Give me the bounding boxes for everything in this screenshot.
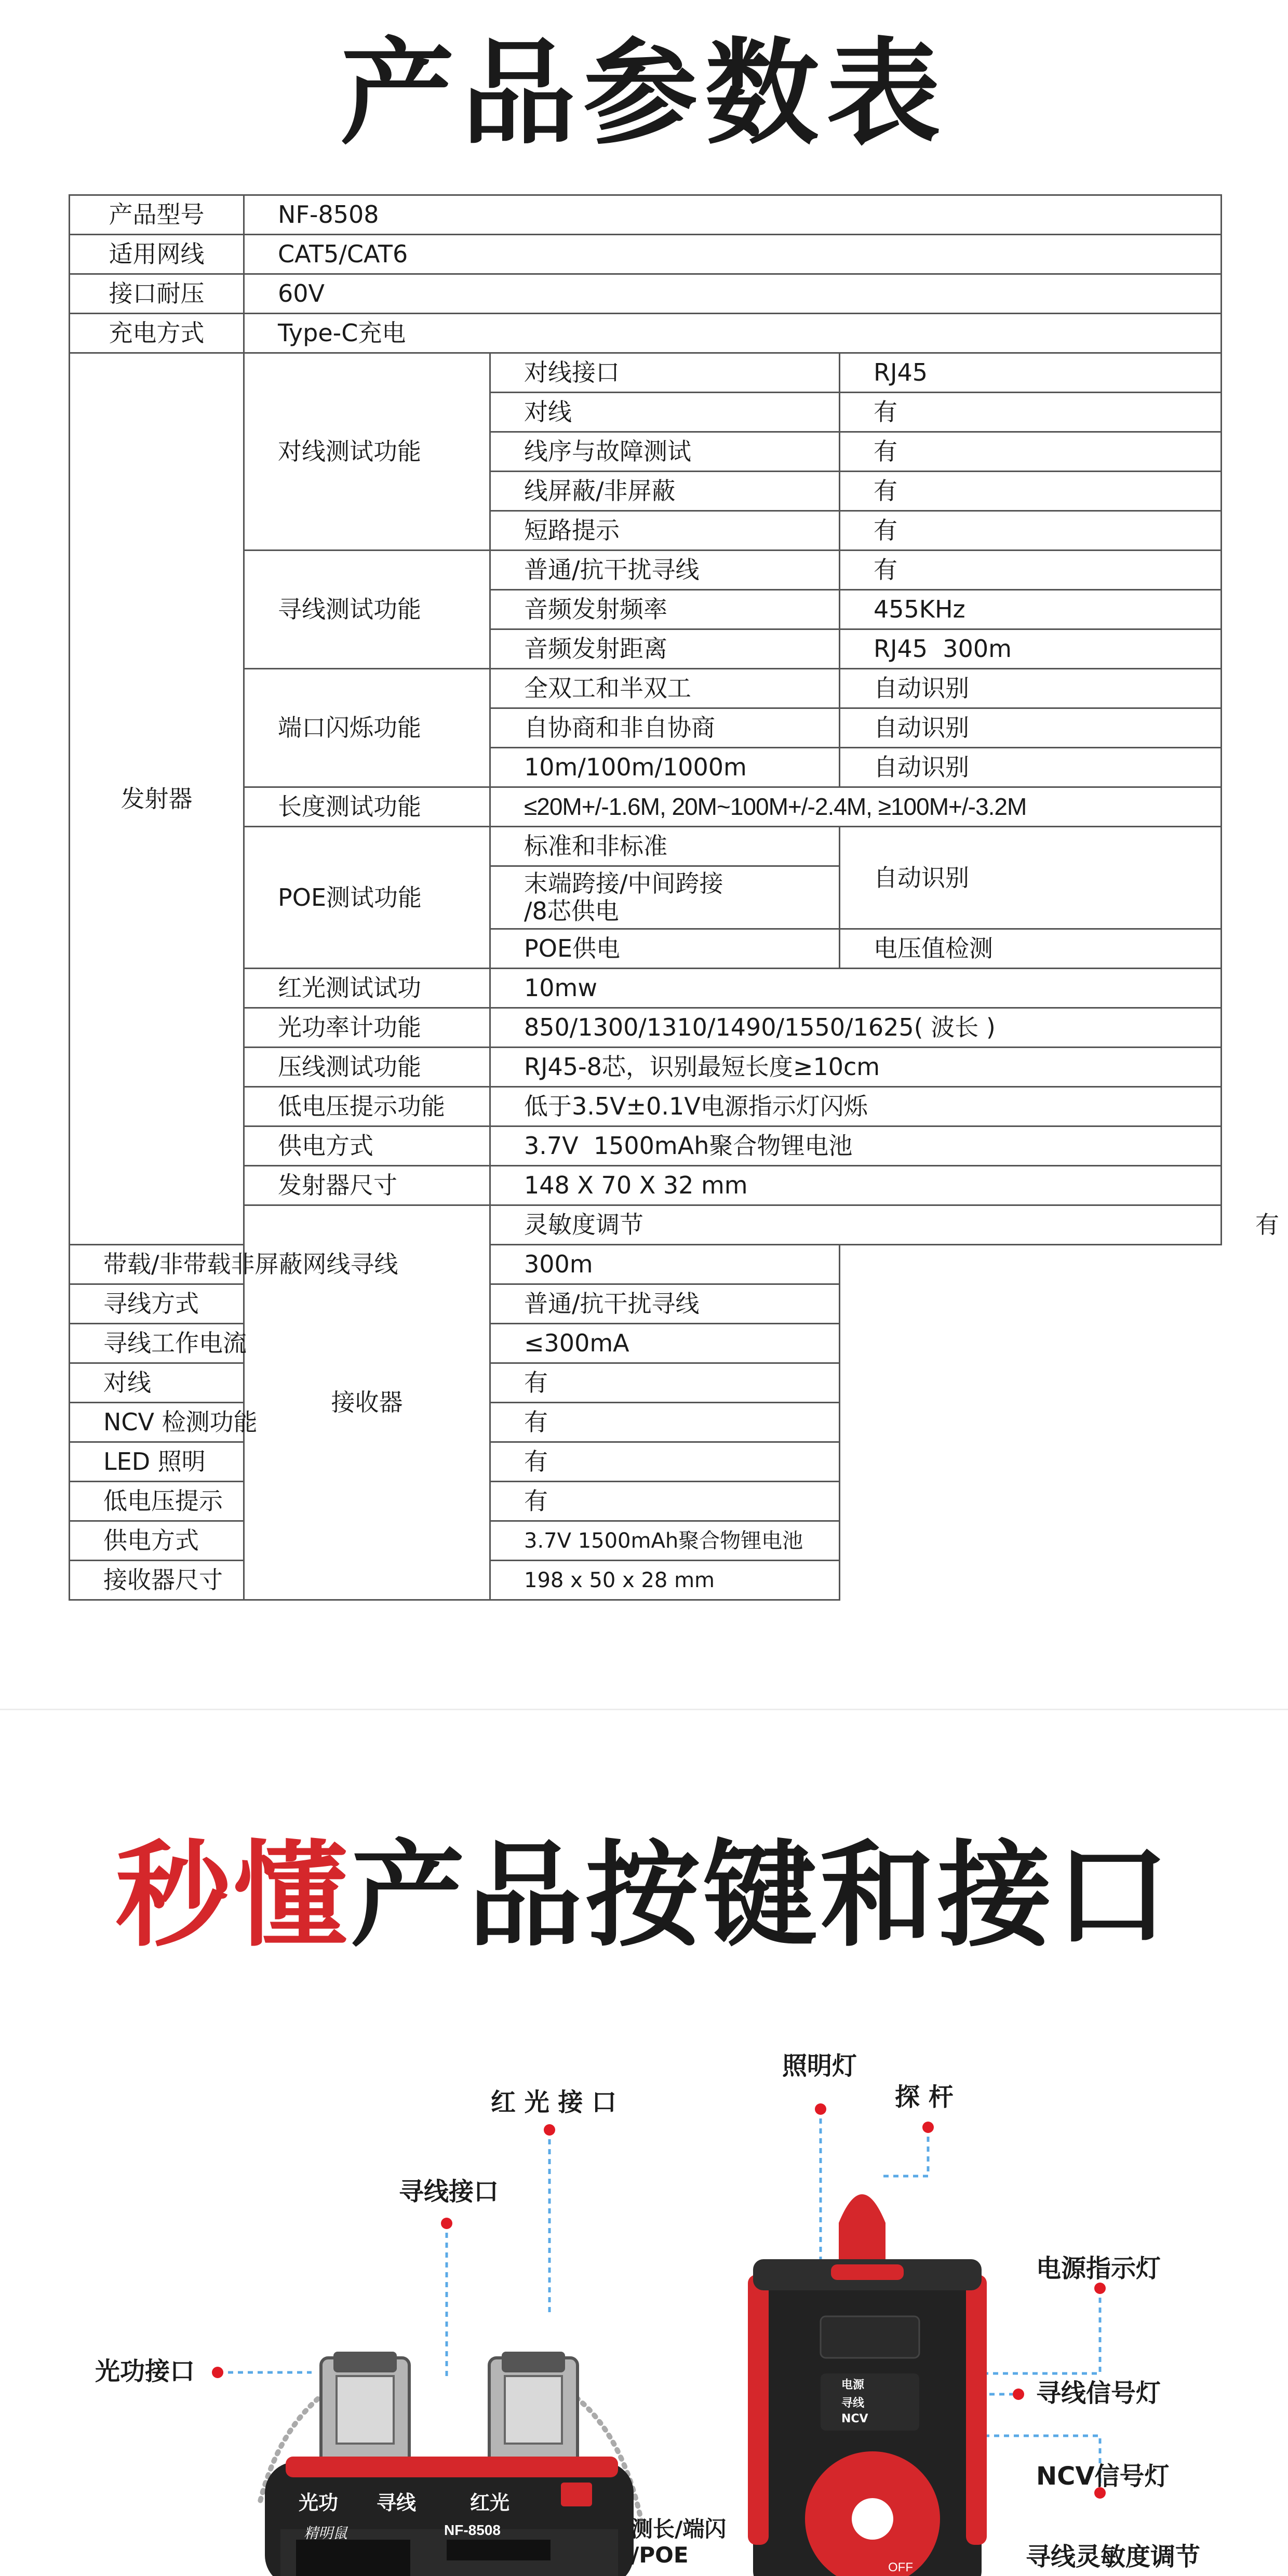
label-trace-port: 寻线接口	[399, 2177, 499, 2206]
button-label-trace: 寻线	[377, 2491, 417, 2514]
spec-item: 10m/100m/1000m	[490, 748, 840, 787]
spec-name: 低电压提示功能	[244, 1087, 490, 1126]
spec-value: 300m	[490, 1245, 840, 1284]
group-trace-test: 寻线测试功能	[244, 551, 490, 669]
spec-item: 音频发射频率	[490, 590, 840, 629]
table-row	[70, 1363, 1222, 1403]
spec-item: 全双工和半双工	[490, 669, 840, 708]
spec-name: 适用网线	[70, 235, 244, 274]
spec-name: 灵敏度调节	[490, 1205, 1222, 1245]
model-label: NF-8508	[444, 2522, 501, 2538]
spec-value: 电压值检测	[840, 929, 1222, 969]
spec-name: 带载/非带载非屏蔽网线寻线	[70, 1245, 490, 1284]
dot-red-light	[544, 2124, 555, 2136]
receiver-illustration	[732, 2140, 1002, 2576]
table-row: 接收器 灵敏度调节 有	[70, 1205, 1222, 1245]
brand-label: 精明鼠	[304, 2525, 348, 2542]
spec-name: 供电方式	[244, 1126, 490, 1166]
receiver-label: 接收器	[244, 1205, 490, 1600]
spec-item: 标准和非标准	[490, 827, 840, 866]
product-diagram	[0, 2025, 1288, 2576]
label-sensitivity: 寻线灵敏度调节	[1026, 2542, 1201, 2571]
spec-value: Type-C充电	[244, 314, 1222, 353]
label-trace-signal-led: 寻线信号灯	[1036, 2379, 1161, 2408]
spec-value: 198 x 50 x 28 mm	[490, 1561, 840, 1600]
spec-value: ≤20M+/-1.6M, 20M~100M+/-2.4M, ≥100M+/-3.2M	[490, 787, 1222, 827]
label-red-light-port: 红 光 接 口	[491, 2088, 617, 2117]
spec-value: 850/1300/1310/1490/1550/1625( 波长 )	[490, 1008, 1222, 1048]
table-row	[70, 1521, 1222, 1561]
spec-name: 压线测试功能	[244, 1048, 490, 1087]
spec-value: 3.7V 1500mAh聚合物锂电池	[490, 1521, 840, 1561]
spec-value: 有	[490, 1363, 840, 1403]
spec-value: 有	[490, 1442, 840, 1482]
spec-value: 60V	[244, 274, 1222, 314]
spec-value: 455KHz	[840, 590, 1222, 629]
spec-name: 接收器尺寸	[70, 1561, 490, 1600]
table-row	[70, 1561, 1222, 1600]
spec-item: 音频发射距离	[490, 629, 840, 669]
table-row	[70, 1284, 1222, 1324]
spec-item	[490, 866, 840, 929]
dot-power	[1094, 2283, 1106, 2294]
indicator-trace-label: 寻线	[841, 2397, 865, 2410]
spec-value: 148 X 70 X 32 mm	[490, 1166, 1222, 1205]
spec-value: 有	[840, 472, 1222, 511]
group-wire-test: 对线测试功能	[244, 353, 490, 551]
spec-value: 自动识别	[840, 669, 1222, 708]
label-test-flash-poe-1: 测长/端闪	[631, 2516, 727, 2542]
spec-name: 供电方式	[70, 1521, 490, 1561]
spec-item: 线序与故障测试	[490, 432, 840, 472]
spec-value: ≤300mA	[490, 1324, 840, 1363]
spec-name: 光功率计功能	[244, 1008, 490, 1048]
dot-probe	[922, 2122, 934, 2133]
spec-value: RJ45	[840, 353, 1222, 393]
spec-name: NCV 检测功能	[70, 1403, 490, 1442]
knob-label: OFF	[888, 2560, 913, 2574]
dot-light	[815, 2103, 826, 2115]
label-ncv-led: NCV信号灯	[1036, 2462, 1170, 2491]
table-row	[70, 1482, 1222, 1521]
spec-name: 产品型号	[70, 195, 244, 235]
section-divider	[0, 1709, 1288, 1710]
spec-value: RJ45 300m	[840, 629, 1222, 669]
button-label-optical: 光功	[299, 2491, 339, 2514]
dot-trace-port	[441, 2218, 452, 2229]
spec-value: 有	[840, 432, 1222, 472]
group-port-flash: 端口闪烁功能	[244, 669, 490, 787]
indicator-power-label: 电源	[841, 2379, 865, 2392]
spec-table	[69, 194, 1279, 1601]
transmitter-device	[249, 2285, 649, 2576]
section-title-highlight: 秒懂	[115, 1829, 351, 1962]
spec-value: 有	[490, 1482, 840, 1521]
table-row	[70, 1245, 1222, 1284]
spec-name: 低电压提示	[70, 1482, 490, 1521]
label-test-flash-poe-2: /POE	[631, 2542, 689, 2568]
spec-name: 红光测试试功	[244, 969, 490, 1008]
section-title	[0, 1829, 1288, 1962]
spec-name: 发射器尺寸	[244, 1166, 490, 1205]
spec-name: 对线	[70, 1363, 490, 1403]
spec-value: NF-8508	[244, 195, 1222, 235]
table-row	[70, 353, 1222, 393]
spec-value: 自动识别	[840, 748, 1222, 787]
group-length-test: 长度测试功能	[244, 787, 490, 827]
spec-value: RJ45-8芯，识别最短长度≥10cm	[490, 1048, 1222, 1087]
spec-value: 自动识别	[840, 827, 1222, 929]
spec-value: 低于3.5V±0.1V电源指示灯闪烁	[490, 1087, 1222, 1126]
spec-name: 充电方式	[70, 314, 244, 353]
spec-item: 线屏蔽/非屏蔽	[490, 472, 840, 511]
spec-item: 短路提示	[490, 511, 840, 551]
spec-name: 寻线方式	[70, 1284, 490, 1324]
receiver-device	[732, 2140, 1002, 2576]
spec-name: LED 照明	[70, 1442, 490, 1482]
table-row	[70, 195, 1222, 235]
spec-value: 3.7V 1500mAh聚合物锂电池	[490, 1126, 1222, 1166]
group-poe-test: POE测试功能	[244, 827, 490, 969]
label-probe: 探 杆	[895, 2083, 954, 2112]
label-light: 照明灯	[782, 2051, 857, 2081]
label-power-led: 电源指示灯	[1036, 2254, 1161, 2283]
table-row	[70, 1324, 1222, 1363]
dot-trace-signal	[1013, 2389, 1024, 2400]
spec-value: 普通/抗干扰寻线	[490, 1284, 840, 1324]
button-label-red-light: 红光	[470, 2491, 510, 2514]
table-row	[70, 314, 1222, 353]
spec-item: 对线	[490, 393, 840, 432]
spec-item-line: /8芯供电	[524, 897, 619, 925]
spec-item: POE供电	[490, 929, 840, 969]
spec-value: CAT5/CAT6	[244, 235, 1222, 274]
spec-item: 对线接口	[490, 353, 840, 393]
spec-name: 寻线工作电流	[70, 1324, 490, 1363]
spec-value: 有	[840, 551, 1222, 590]
spec-value: 有	[490, 1403, 840, 1442]
spec-value: 自动识别	[840, 708, 1222, 748]
spec-item: 自协商和非自协商	[490, 708, 840, 748]
table-row	[70, 1442, 1222, 1482]
transmitter-label: 发射器	[70, 353, 244, 1245]
dot-optical	[212, 2367, 223, 2378]
spec-item-line: 末端跨接/中间跨接	[524, 869, 723, 898]
page-title: 产品参数表	[340, 27, 948, 160]
spec-value: 有	[840, 393, 1222, 432]
label-optical-port: 光功接口	[95, 2357, 195, 2386]
table-row	[70, 1403, 1222, 1442]
section-title-rest: 产品按键和接口	[351, 1829, 1173, 1962]
table-row	[70, 274, 1222, 314]
spec-name: 接口耐压	[70, 274, 244, 314]
table-row	[70, 235, 1222, 274]
spec-item: 普通/抗干扰寻线	[490, 551, 840, 590]
indicator-ncv-label: NCV	[841, 2412, 868, 2425]
spec-value: 有	[840, 511, 1222, 551]
spec-value: 10mw	[490, 969, 1222, 1008]
